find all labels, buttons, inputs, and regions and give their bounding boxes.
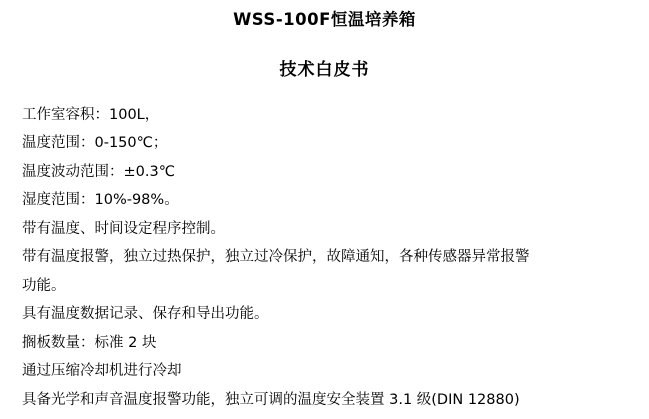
list-item: 搁板数量：标准 2 块 [22,334,157,351]
list-item: 带有温度报警，独立过热保护，独立过冷保护，故障通知，各种传感器异常报警 [22,249,530,266]
list-item: 工作室容积：100L， [22,106,160,123]
list-item: 温度范围：0-150℃； [22,135,168,152]
page-title: WSS-100F恒温培养箱 [233,10,416,29]
list-item: 功能。 [22,277,66,294]
list-item: 湿度范围：10%-98%。 [22,192,179,209]
list-item: 具有温度数据记录、保存和导出功能。 [22,306,269,323]
specification-list [0,83,649,415]
list-item: 具备光学和声音温度报警功能，独立可调的温度安全装置 3.1 级(DIN 12880) [22,391,520,408]
list-item: 温度波动范围：±0.3℃ [22,163,175,180]
list-item: 通过压缩冷却机进行冷却 [22,363,182,380]
list-item: 带有温度、时间设定程序控制。 [22,220,225,237]
page-subtitle: 技术白皮书 [279,60,370,81]
